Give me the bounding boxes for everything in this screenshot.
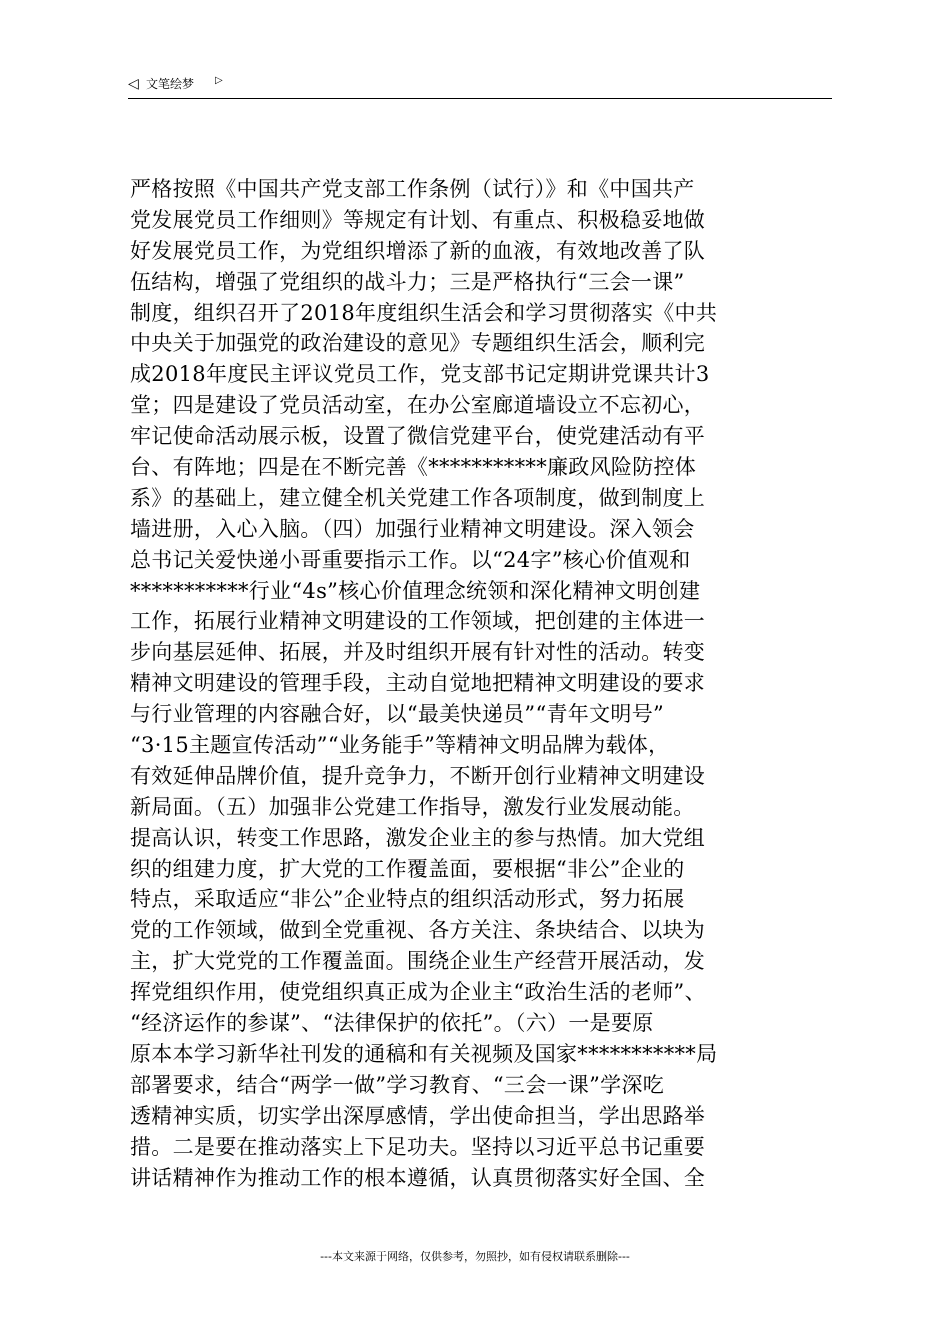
text-line: 墙进册，入心入脑。（四）加强行业精神文明建设。深入领会: [130, 516, 695, 541]
text-line: 堂；四是建设了党员活动室，在办公室廊道墙设立不忘初心，: [130, 393, 706, 418]
text-line: 透精神实质，切实学出深厚感情，学出使命担当，学出思路举: [130, 1103, 706, 1128]
body-text: [130, 174, 838, 1193]
text-line: 部署要求，结合“两学一做”学习教育、“三会一课”学深吃: [130, 1072, 665, 1097]
text-line: 措。二是要在推动落实上下足功夫。坚持以习近平总书记重要: [130, 1134, 706, 1159]
text-line: 党的工作领域，做到全党重视、各方关注、条块结合、以块为: [130, 918, 706, 943]
text-line: 织的组建力度，扩大党的工作覆盖面，要根据“非公”企业的: [130, 856, 685, 881]
text-line: 党发展党员工作细则》等规定有计划、有重点、积极稳妥地做: [130, 207, 706, 232]
text-line: 台、有阵地；四是在不断完善《***********廉政风险防控体: [130, 455, 697, 480]
text-line: 新局面。（五）加强非公党建工作指导，激发行业发展动能。: [130, 794, 695, 819]
text-line: 中央关于加强党的政治建设的意见》专题组织生活会，顺利完: [130, 331, 706, 356]
text-line: 主，扩大党党的工作覆盖面。围绕企业生产经营开展活动，发: [130, 949, 706, 974]
text-line: 严格按照《中国共产党支部工作条例（试行）》和《中国共产: [130, 177, 695, 201]
text-line: 有效延伸品牌价值，提升竞争力，不断开创行业精神文明建设: [130, 763, 706, 788]
page-header: [128, 72, 832, 99]
text-line: 与行业管理的内容融合好，以“最美快递员”“青年文明号”: [130, 702, 665, 727]
text-line: 牢记使命活动展示板，设置了微信党建平台，使党建活动有平: [130, 424, 706, 449]
text-line: 伍结构，增强了党组织的战斗力；三是严格执行“三会一课”: [130, 269, 685, 294]
text-line: 精神文明建设的管理手段，主动自觉地把精神文明建设的要求: [130, 671, 706, 696]
text-line: 特点，采取适应“非公”企业特点的组织活动形式，努力拓展: [130, 887, 685, 912]
text-line: 步向基层延伸、拓展，并及时组织开展有针对性的活动。转变: [130, 640, 706, 665]
left-triangle-icon: ◁: [128, 76, 139, 92]
text-line: 挥党组织作用，使党组织真正成为企业主“政治生活的老师”、: [130, 980, 706, 1005]
text-line: 总书记关爱快递小哥重要指示工作。以“24字”核心价值观和: [130, 547, 691, 572]
text-line: 好发展党员工作，为党组织增添了新的血液，有效地改善了队: [130, 238, 706, 263]
right-triangle-icon: ▷: [215, 75, 223, 86]
text-line: 工作，拓展行业精神文明建设的工作领域，把创建的主体进一: [130, 609, 706, 634]
text-line: ***********行业“4s”核心价值理念统领和深化精神文明创建: [130, 578, 701, 603]
header-title: 文笔绘梦: [146, 77, 195, 91]
text-line: 讲话精神作为推动工作的根本遵循，认真贯彻落实好全国、全: [130, 1165, 706, 1190]
text-line: “3·15主题宣传活动”“业务能手”等精神文明品牌为载体，: [130, 733, 670, 758]
footer-disclaimer: ---本文来源于网络，仅供参考，勿照抄，如有侵权请联系删除---: [320, 1250, 630, 1263]
text-line: 制度，组织召开了2018年度组织生活会和学习贯彻落实《中共: [130, 300, 718, 325]
text-line: 系》的基础上，建立健全机关党建工作各项制度，做到制度上: [130, 485, 706, 510]
text-line: 原本本学习新华社刊发的通稿和有关视频及国家***********局: [130, 1041, 718, 1066]
text-line: “经济运作的参谋”、“法律保护的依托”。（六）一是要原: [130, 1011, 654, 1036]
text-line: 提高认识，转变工作思路，激发企业主的参与热情。加大党组: [130, 825, 706, 850]
text-line: 成2018年度民主评议党员工作，党支部书记定期讲党课共计3: [130, 362, 710, 387]
